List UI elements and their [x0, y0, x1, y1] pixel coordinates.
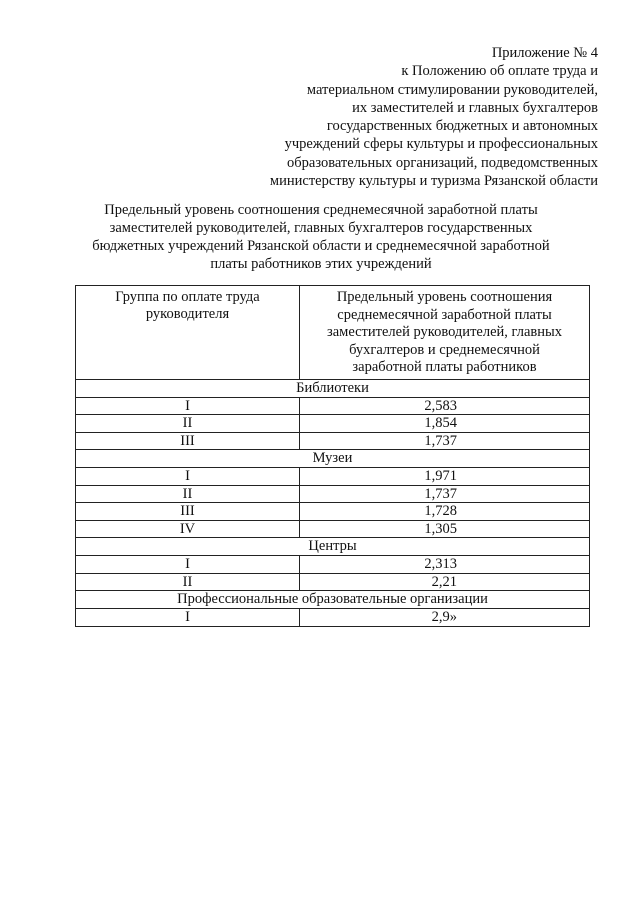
- header-text-line: Группа по оплате труда: [115, 289, 260, 305]
- value-cell: 2,583: [300, 397, 590, 415]
- value-cell: 1,737: [300, 485, 590, 503]
- group-cell: III: [76, 432, 300, 450]
- value-cell: 1,737: [300, 432, 590, 450]
- table-row: [76, 609, 590, 627]
- table-row: [76, 520, 590, 538]
- appendix-line: к Положению об оплате труда и: [401, 63, 598, 80]
- title-line: платы работников этих учреждений: [210, 256, 432, 272]
- group-cell: III: [76, 503, 300, 521]
- appendix-line: министерству культуры и туризма Рязанской области: [269, 173, 598, 190]
- appendix-line: Приложение № 4: [491, 45, 598, 61]
- value-cell: 1,305: [300, 520, 590, 538]
- ratio-table: [75, 285, 590, 627]
- appendix-line: образовательных организаций, подведомственных: [287, 154, 598, 171]
- header-text-line: руководителя: [145, 305, 230, 322]
- section-row-education: [76, 591, 590, 609]
- group-cell: II: [76, 485, 300, 503]
- section-label: Библиотеки: [76, 379, 590, 397]
- value-cell: 2,21: [300, 573, 590, 591]
- table-row: [76, 468, 590, 486]
- header-text-line: Предельный уровень соотношения: [336, 289, 553, 305]
- header-ratio-cell: [300, 286, 590, 380]
- section-label: Центры: [76, 538, 590, 556]
- header-text-line: бухгалтеров и среднемесячной: [349, 341, 540, 358]
- value-cell: 2,313: [300, 556, 590, 574]
- table-row: [76, 415, 590, 433]
- appendix-line: учреждений сферы культуры и профессиональных: [284, 136, 598, 153]
- table-row: [76, 485, 590, 503]
- section-row-centers: [76, 538, 590, 556]
- section-label: Профессиональные образовательные организации: [76, 591, 590, 609]
- appendix-line: их заместителей и главных бухгалтеров: [352, 99, 598, 116]
- title-line: Предельный уровень соотношения среднемесячной заработной платы: [104, 202, 538, 218]
- table-header-row: [76, 286, 590, 380]
- value-cell: 1,971: [300, 468, 590, 486]
- group-cell: II: [76, 415, 300, 433]
- appendix-line: государственных бюджетных и автономных: [326, 118, 598, 135]
- header-group-cell: [76, 286, 300, 380]
- section-row-museums: [76, 450, 590, 468]
- value-cell: 1,728: [300, 503, 590, 521]
- header-text-line: заработной платы работников: [352, 359, 537, 375]
- header-text-line: заместителей руководителей, главных: [326, 324, 563, 340]
- group-cell: I: [76, 609, 300, 627]
- title-line: заместителей руководителей, главных бухгалтеров государственных: [109, 220, 533, 236]
- value-cell: 2,9»: [300, 609, 590, 627]
- group-cell: I: [76, 397, 300, 415]
- group-cell: I: [76, 556, 300, 574]
- value-cell: 1,854: [300, 415, 590, 433]
- table-row: [76, 573, 590, 591]
- section-label: Музеи: [76, 450, 590, 468]
- table-row: [76, 432, 590, 450]
- table-row: [76, 556, 590, 574]
- section-row-libraries: [76, 379, 590, 397]
- table-row: [76, 503, 590, 521]
- appendix-line: материальном стимулировании руководителей,: [306, 81, 598, 98]
- group-cell: II: [76, 573, 300, 591]
- group-cell: IV: [76, 520, 300, 538]
- header-text-line: среднемесячной заработной платы: [337, 306, 552, 323]
- group-cell: I: [76, 468, 300, 486]
- document-title: [90, 201, 552, 273]
- appendix-header: [168, 44, 598, 190]
- table-row: [76, 397, 590, 415]
- title-line: бюджетных учреждений Рязанской области и среднемесячной заработной: [92, 238, 550, 254]
